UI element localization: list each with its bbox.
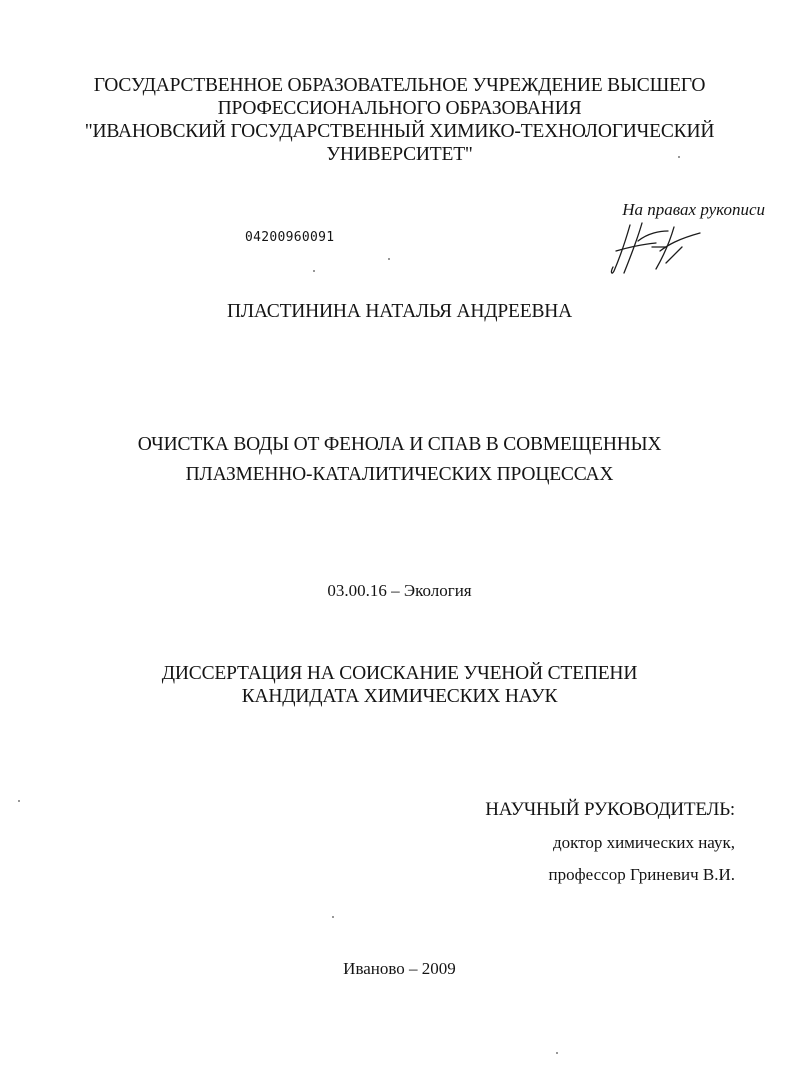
scan-speck <box>388 258 390 260</box>
dissertation-title <box>0 430 799 490</box>
scan-speck <box>332 916 334 918</box>
title-line: ОЧИСТКА ВОДЫ ОТ ФЕНОЛА И СПАВ В СОВМЕЩЕННЫХ <box>137 434 662 455</box>
institution-line: ГОСУДАРСТВЕННОЕ ОБРАЗОВАТЕЛЬНОЕ УЧРЕЖДЕНИЕ ВЫСШЕГО <box>93 75 706 96</box>
institution-line: УНИВЕРСИТЕТ" <box>326 144 473 165</box>
document-registration-number: 04200960091 <box>245 230 335 245</box>
scan-speck <box>18 800 20 802</box>
title-line: ПЛАЗМЕННО-КАТАЛИТИЧЕСКИХ ПРОЦЕССАХ <box>185 464 614 485</box>
institution-line: ПРОФЕССИОНАЛЬНОГО ОБРАЗОВАНИЯ <box>217 98 582 119</box>
degree-line: ДИССЕРТАЦИЯ НА СОИСКАНИЕ УЧЕНОЙ СТЕПЕНИ <box>161 663 638 684</box>
supervisor-name: профессор Гриневич В.И. <box>548 865 735 884</box>
supervisor-heading: НАУЧНЫЙ РУКОВОДИТЕЛЬ: <box>485 799 735 820</box>
author-name: ПЛАСТИНИНА НАТАЛЬЯ АНДРЕЕВНА <box>226 301 573 322</box>
manuscript-rights-note: На правах рукописи <box>622 200 765 219</box>
scan-speck <box>678 156 680 158</box>
city-and-year: Иваново – 2009 <box>343 959 456 978</box>
degree-statement <box>0 662 799 708</box>
supervisor-block <box>485 798 735 896</box>
institution-line: "ИВАНОВСКИЙ ГОСУДАРСТВЕННЫЙ ХИМИКО-ТЕХНОЛОГИЧЕСКИЙ <box>84 121 715 142</box>
signature-image <box>608 217 708 277</box>
scan-speck <box>313 270 315 272</box>
specialty-code: 03.00.16 – Экология <box>327 581 472 600</box>
supervisor-degree: доктор химических наук, <box>552 833 735 852</box>
scan-speck <box>556 1052 558 1054</box>
institution-header <box>0 74 799 166</box>
degree-line: КАНДИДАТА ХИМИЧЕСКИХ НАУК <box>241 686 558 707</box>
